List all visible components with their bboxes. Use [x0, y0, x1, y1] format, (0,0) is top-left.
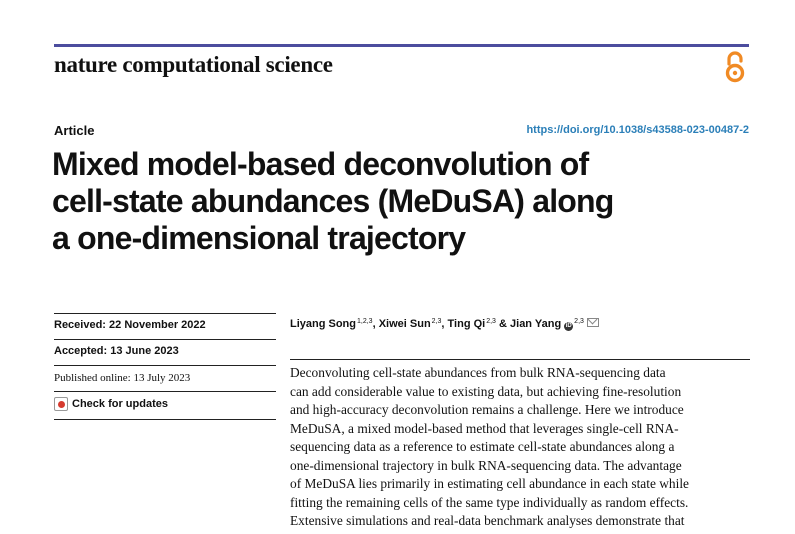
check-updates-label: Check for updates: [72, 398, 168, 410]
author-name[interactable]: Jian Yang: [510, 318, 562, 330]
doi-link[interactable]: https://doi.org/10.1038/s43588-023-00487-2: [526, 124, 749, 136]
header-rule: [54, 44, 749, 47]
author-name[interactable]: Xiwei Sun: [378, 318, 431, 330]
accepted-date: Accepted: 13 June 2023: [54, 345, 179, 357]
author-list: [290, 318, 599, 331]
received-date: Received: 22 November 2022: [54, 319, 206, 331]
author-separator: &: [495, 318, 511, 330]
abstract-line: of MeDuSA lies primarily in estimating cell abundance in each state while: [290, 476, 690, 491]
published-date: Published online: 13 July 2023: [54, 372, 191, 384]
abstract-line: one-dimensional trajectory in bulk RNA-sequencing data. The advantage: [290, 457, 682, 473]
title-line: a one-dimensional trajectory: [52, 220, 466, 256]
journal-name[interactable]: nature computational science: [54, 52, 333, 77]
author-name[interactable]: Ting Qi: [447, 318, 486, 330]
abstract-line: MeDuSA, a mixed model-based method that leverages single-cell RNA-: [290, 420, 679, 436]
open-access-icon: [723, 50, 747, 84]
email-icon[interactable]: [587, 318, 599, 327]
meta-divider: [54, 365, 276, 366]
author-affiliation: 2,3: [431, 318, 442, 325]
abstract-line: Deconvoluting cell-state abundances from bulk RNA-sequencing data: [290, 365, 666, 380]
check-updates-icon: [54, 397, 68, 411]
author-separator: ,: [372, 318, 379, 330]
meta-divider: [54, 419, 276, 420]
author-affiliation: 1,2,3: [357, 318, 373, 325]
abstract-line: and high-accuracy deconvolution remains a challenge. Here we introduce: [290, 402, 684, 417]
orcid-icon[interactable]: iD: [565, 323, 572, 329]
title-line: cell-state abundances (MeDuSA) along: [52, 183, 614, 219]
meta-divider: [54, 339, 276, 340]
meta-divider: [54, 391, 276, 392]
abstract-line: Extensive simulations and real-data benchmark analyses demonstrate that: [290, 513, 685, 528]
abstract: [290, 364, 752, 531]
author-separator: ,: [441, 318, 448, 330]
article-type: Article: [54, 123, 95, 138]
abstract-line: fitting the remaining cells of the same type individually as random effects.: [290, 494, 689, 510]
author-affiliation: 2,3: [486, 318, 496, 325]
author-affiliation: 2,3: [574, 318, 584, 325]
article-title: [52, 146, 752, 257]
abstract-line: can add considerable value to existing data, but achieving fine-resolution: [290, 383, 682, 399]
abstract-line: sequencing data as a reference to estimate cell-state abundances along a: [290, 439, 675, 454]
abstract-divider: [290, 359, 750, 360]
meta-divider: [54, 313, 276, 314]
check-for-updates-button[interactable]: [54, 397, 168, 411]
author-name[interactable]: Liyang Song: [290, 318, 356, 330]
title-line: Mixed model-based deconvolution of: [52, 146, 589, 182]
